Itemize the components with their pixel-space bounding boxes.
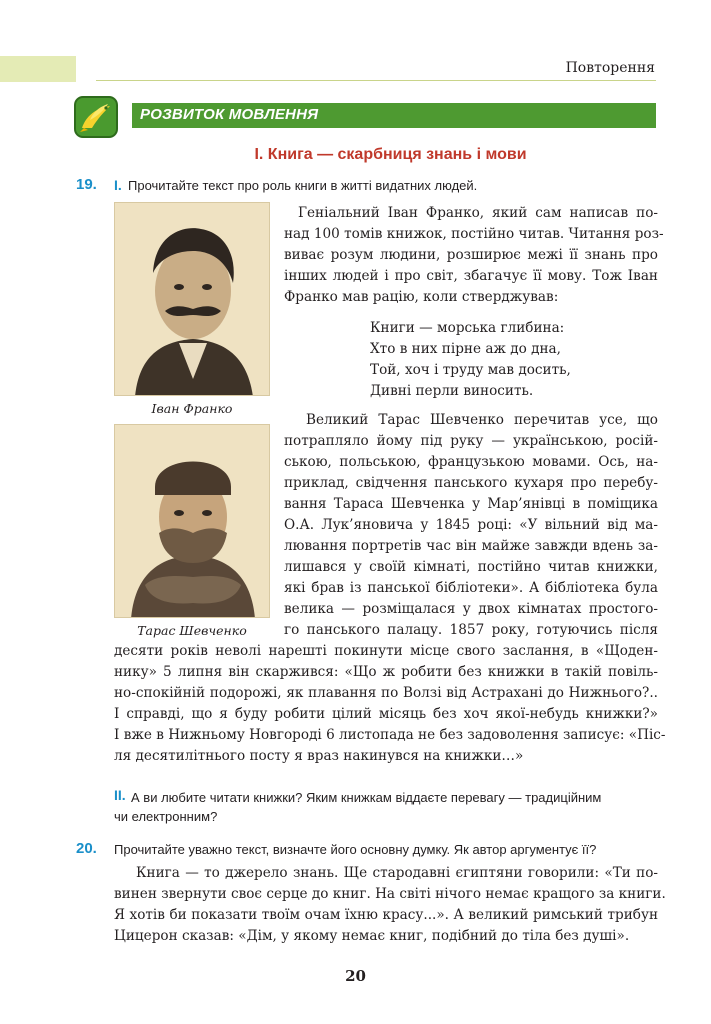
header-accent-bar xyxy=(0,56,76,82)
text-line: І справді, що я буду робити цілий місяць без хоч якої-небудь книжки?» xyxy=(114,706,658,722)
text-line: ля десятилітнього посту я враз накинувся на книжки…» xyxy=(114,748,524,764)
text-line: нику» 5 липня він скаржився: «Що ж робити без книжки в такій повіль- xyxy=(114,664,658,680)
franko-caption: Іван Франко xyxy=(151,401,233,416)
text-line: но-спокійній подорожі, як плавання по Волзі від Астрахані до Нижнього?.. xyxy=(114,685,658,701)
part-numeral: ІІ. xyxy=(114,787,126,803)
task-instruction: Прочитайте текст про роль книги в житті видатних людей. xyxy=(128,178,478,193)
text-line: Геніальний Іван Франко, який сам написав по- xyxy=(298,205,658,221)
text-line: І вже в Нижньому Новгороді 6 листопада не без задоволення записує: «Піс- xyxy=(114,727,666,743)
text-line: велика — розміщалася у двох кімнатах простого- xyxy=(284,601,658,617)
question-line: А ви любите читати книжки? Яким книжкам віддаєте перевагу — традиційним xyxy=(131,790,602,805)
text-line: го панського палацу. 1857 року, готуючись після xyxy=(284,622,658,638)
lesson-title: І. Книга — скарбниця знань і мови xyxy=(254,146,527,163)
page-number: 20 xyxy=(345,967,366,985)
text-line: виває розум людини, розширює межі її знань про xyxy=(284,247,658,263)
text-line: лювання портретів час він майже завжди вдень за- xyxy=(284,538,658,554)
text-line: десяти років неволі нарешті покинути місце свого заслання, в «Щоден- xyxy=(114,643,658,659)
paragraph-shevchenko xyxy=(284,410,658,641)
shevchenko-caption: Тарас Шевченко xyxy=(137,623,247,638)
header-rule xyxy=(96,80,656,81)
text-line: потрапляло йому під руку — українською, росій- xyxy=(284,433,658,449)
task-question xyxy=(131,788,601,807)
text-line: лишався у своїй кімнаті, постійно читав книжки, xyxy=(284,559,658,575)
text-line: винен звернути своє серце до книг. На світі нічого немає кращого за книги. xyxy=(114,886,666,902)
poem xyxy=(370,318,571,402)
text-line: Книга — то джерело знань. Ще стародавні єгиптяни говорили: «Ти по- xyxy=(136,865,658,881)
text-line: Франко мав рацію, коли стверджував: xyxy=(284,289,559,305)
task-number: 20. xyxy=(76,840,97,857)
task-instruction: Прочитайте уважно текст, визначте його основну думку. Як автор аргументує її? xyxy=(114,842,597,857)
text-line: інших людей і про світ, збагачує її мову. Тож Іван xyxy=(284,268,658,284)
poem-line: Той, хоч і труду мав досить, xyxy=(370,362,571,378)
running-header: Повторення xyxy=(565,60,655,76)
paragraph-books xyxy=(114,863,666,947)
text-line: які брав із панської бібліотеки». А бібліотека була xyxy=(284,580,658,596)
text-line: О.А. Лук’яновича у 1845 році: «У вільний від ма- xyxy=(284,517,658,533)
question-line: чи електронним? xyxy=(114,809,218,824)
section-label: РОЗВИТОК МОВЛЕННЯ xyxy=(140,106,319,123)
text-line: Цицерон сказав: «Дім, у якому немає книг, подібний до тіла без душі». xyxy=(114,928,630,944)
bird-logo-icon xyxy=(74,96,118,138)
shevchenko-portrait xyxy=(114,424,270,618)
franko-portrait xyxy=(114,202,270,396)
text-line: Великий Тарас Шевченко перечитав усе, що xyxy=(306,412,658,428)
poem-line: Книги — морська глибина: xyxy=(370,320,565,336)
paragraph-shevchenko-cont xyxy=(114,641,666,767)
poem-line: Дивні перли виносить. xyxy=(370,383,534,399)
poem-line: Хто в них пірне аж до дна, xyxy=(370,341,561,357)
text-line: Я хотів би показати твоїм очам їхню красу...». А великий римський трибун xyxy=(114,907,658,923)
text-line: вання Тараса Шевченка у Мар’янівці в поміщика xyxy=(284,496,658,512)
part-numeral: І. xyxy=(114,177,122,193)
text-line: над 100 томів книжок, постійно читав. Читання роз- xyxy=(284,226,664,242)
paragraph-franko xyxy=(284,203,664,308)
task-number: 19. xyxy=(76,176,97,193)
text-line: ською, польською, французькою мовами. Ось, на- xyxy=(284,454,658,470)
task-question-cont xyxy=(114,807,217,826)
text-line: приклад, свідчення панського кухаря про перебу- xyxy=(284,475,658,491)
